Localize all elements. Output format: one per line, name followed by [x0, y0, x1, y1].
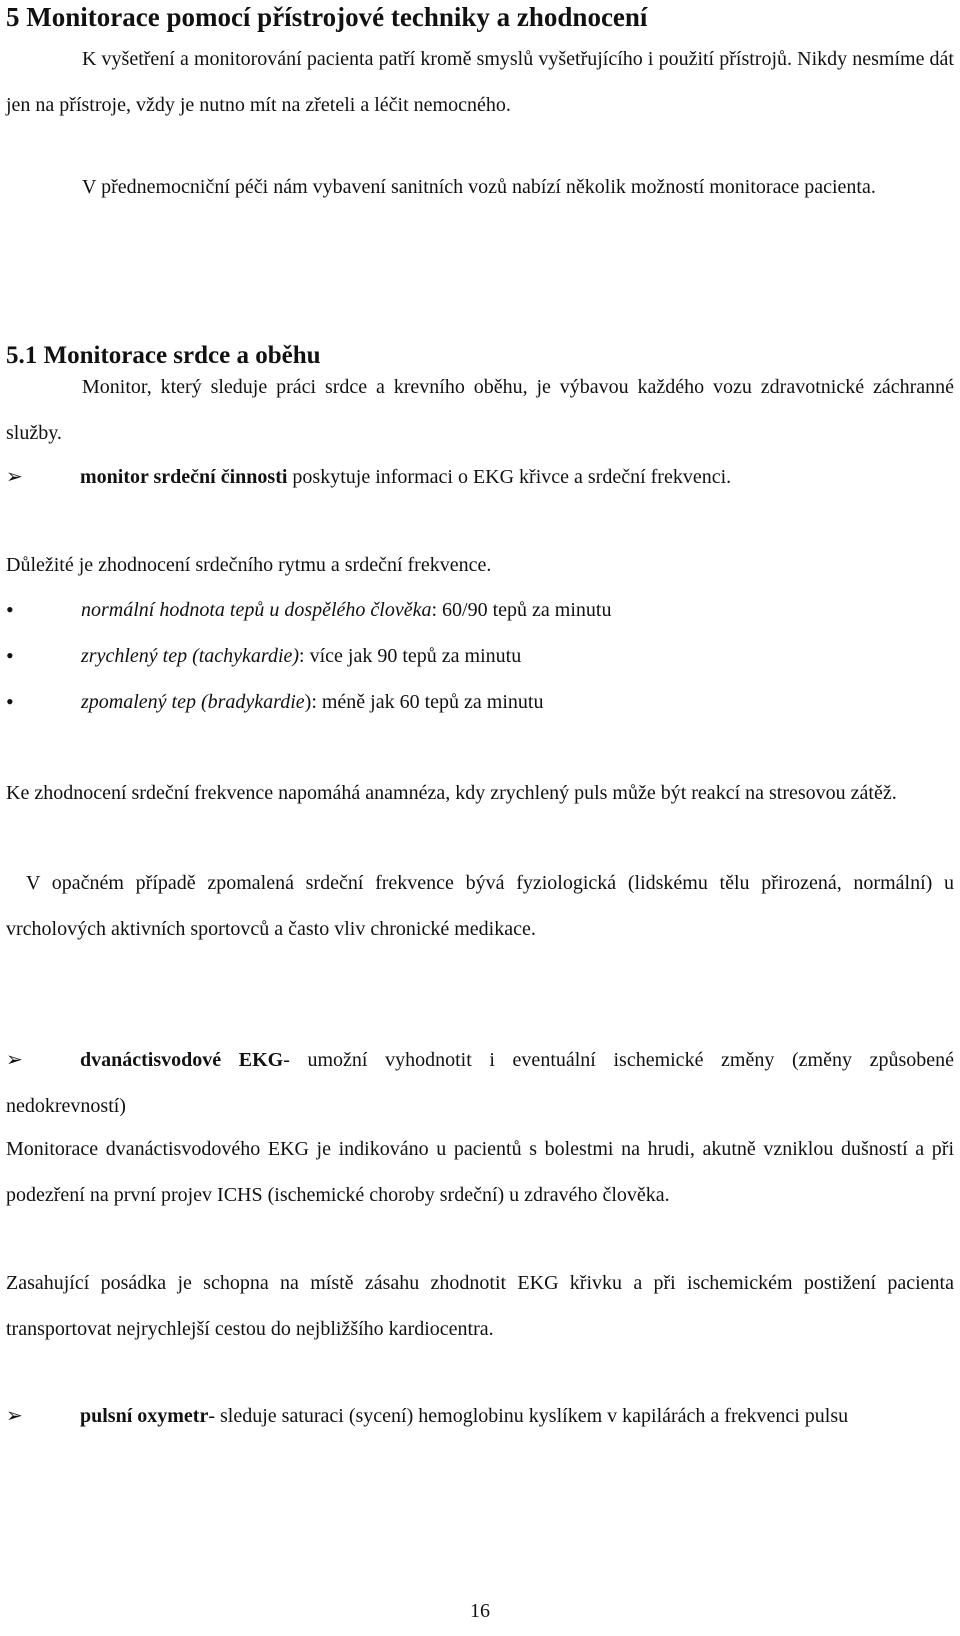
arrow-bullet-icon: ➢: [6, 1049, 23, 1071]
importance-line: Důležité je zhodnocení srdečního rytmu a srdeční frekvence.: [6, 554, 492, 576]
monitor-term: monitor srdeční činnosti: [80, 466, 288, 488]
bullet-value: ): méně jak 60 tepů za minutu: [304, 691, 544, 713]
intro-paragraph: K vyšetření a monitorování pacienta patří kromě smyslů vyšetřujícího i použití přístrojů. Nikdy nesmíme dát jen na přístroje, vždy je nutno mít na zřeteli a léčit nemocného.: [6, 48, 954, 116]
bullet-term: zrychlený tep (tachykardie): [81, 645, 300, 667]
monitor-description: poskytuje informaci o EKG křivce a srdeční frekvenci.: [287, 466, 732, 488]
monitor-item: [6, 454, 954, 500]
oximeter-term: pulsní oxymetr: [80, 1405, 209, 1427]
list-item: [6, 640, 954, 672]
bullet-dot-icon: •: [6, 597, 14, 622]
ekg-term: dvanáctisvodové EKG: [80, 1049, 284, 1071]
bradycardia-paragraph: V opačném případě zpomalená srdeční frekvence bývá fyziologická (lidskému tělu přirozená, normální) u vrcholových aktivních sportovců a často vliv chronické medikace.: [6, 872, 954, 940]
oximeter-item: [6, 1393, 954, 1439]
section-heading: 5 Monitorace pomocí přístrojové techniky a zhodnocení: [6, 2, 648, 32]
list-item: [6, 686, 954, 718]
prehospital-paragraph: V přednemocniční péči nám vybavení sanitních vozů nabízí několik možností monitorace pacienta.: [82, 176, 876, 198]
bullet-term: normální hodnota tepů u dospělého člověka: [81, 599, 432, 621]
bullet-term: zpomalený tep (bradykardie: [81, 691, 305, 713]
bullet-dot-icon: •: [6, 643, 14, 668]
page-number: 16: [470, 1600, 490, 1622]
ekg-indication-paragraph: Monitorace dvanáctisvodového EKG je indikováno u pacientů s bolestmi na hrudi, akutně vzniklou dušností a při podezření na první projev ICHS (ischemické choroby srdeční) u zdravého člověka.: [6, 1138, 954, 1206]
bullet-dot-icon: •: [6, 689, 14, 714]
bullet-value: : 60/90 tepů za minutu: [431, 599, 612, 621]
bullet-value: : více jak 90 tepů za minutu: [299, 645, 522, 667]
ekg-description: - umožní vyhodnotit i eventuální ischemické změny (změny způsobené nedokrevností): [6, 1049, 954, 1117]
monitor-intro-paragraph: Monitor, který sleduje práci srdce a krevního oběhu, je výbavou každého vozu zdravotnické záchranné služby.: [6, 376, 954, 444]
arrow-bullet-icon: ➢: [6, 466, 23, 488]
assessment-paragraph: Ke zhodnocení srdeční frekvence napomáhá anamnéza, kdy zrychlený puls může být reakcí na stresovou zátěž.: [6, 782, 897, 804]
ekg-item: [6, 1037, 954, 1129]
oximeter-description: - sleduje saturaci (sycení) hemoglobinu kyslíkem v kapilárách a frekvenci pulsu: [208, 1405, 849, 1427]
list-item: [6, 594, 954, 626]
crew-paragraph: Zasahující posádka je schopna na místě zásahu zhodnotit EKG křivku a při ischemickém postižení pacienta transportovat nejrychlejší cestou do nejbližšího kardiocentra.: [6, 1272, 954, 1340]
subsection-heading: 5.1 Monitorace srdce a oběhu: [6, 342, 321, 369]
arrow-bullet-icon: ➢: [6, 1405, 23, 1427]
